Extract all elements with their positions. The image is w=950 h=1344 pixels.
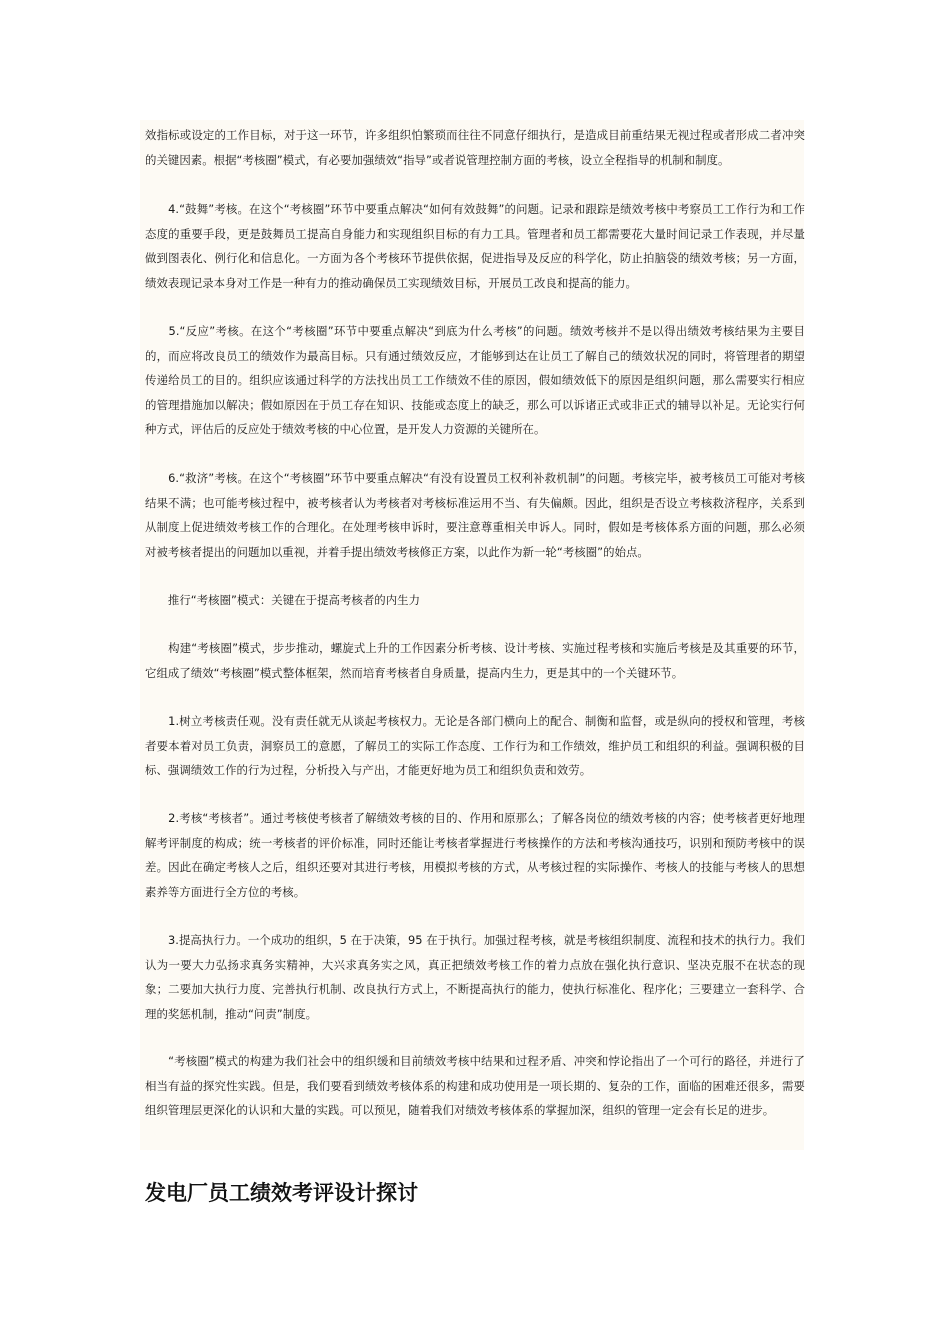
paragraph-guidance-continuation: 效指标或设定的工作目标，对于这一环节，许多组织怕繁琐而往往不同意仔细执行，是造成目前重结果无视过程或者形成二者冲突的关键因素。根据“考核圈”模式，有必要加强绩效“指导”或者说管理控制方面的考核，设立全程指导的机制和制度。 [145,128,805,167]
paragraph-feedback-assessment: 5.“反应”考核。在这个“考核圈”环节中要重点解决“到底为什么考核”的问题。绩效考核并不是以得出绩效考核结果为主要目的，而应将改良员工的绩效作为最高目标。只有通过绩效反应，才能够到达在让员工了解自己的绩效状况的同时，将管理者的期望传递给员工的目的。组织应该通过科学的方法找出员工工作绩效不佳的原因，假如绩效低下的原因是组织问题，那么需要实行相应的管理措施加以解决；假如原因在于员工存在知识、技能或态度上的缺乏，那么可以诉诸正式或非正式的辅导以补足。无论实行何种方式，评估后的反应处于绩效考核的中心位置，是开发人力资源的关键所在。 [145,324,805,437]
paragraph-build-assessment-circle: 构建“考核圈”模式，步步推动，螺旋式上升的工作因素分析考核、设计考核、实施过程考核和实施后考核是及其重要的环节，它组成了绩效“考核圈”模式整体框架，然而培育考核者自身质量，提高内生力，更是其中的一个关键环节。 [145,641,805,680]
paragraph-remedy-assessment: 6.“救济”考核。在这个“考核圈”环节中要重点解决“有没有设置员工权利补救机制”的问题。考核完毕，被考核员工可能对考核结果不满；也可能考核过程中，被考核者认为考核者对考核标准运用不当、有失偏颇。因此，组织是否设立考核救济程序，关系到从制度上促进绩效考核工作的合理化。在处理考核申诉时，要注意尊重相关申诉人。同时，假如是考核体系方面的问题，那么必须对被考核者提出的问题加以重视，并着手提出绩效考核修正方案，以此作为新一轮“考核圈”的始点。 [145,471,805,559]
paragraph-execution: 3.提高执行力。一个成功的组织，5 在于决策，95 在于执行。加强过程考核，就是考核组织制度、流程和技术的执行力。我们认为一要大力弘扬求真务实精神，大兴求真务实之风，真正把绩效考核工作的着力点放在强化执行意识、坚决克服不在状态的现象；二要加大执行力度、完善执行机制、改良执行方式上，不断提高执行的能力，使执行标准化、程序化；三要建立一套科学、合理的奖惩机制，推动“问责”制度。 [145,933,805,1021]
paragraph-conclusion: “考核圈”模式的构建为我们社会中的组织缓和目前绩效考核中结果和过程矛盾、冲突和悖论指出了一个可行的路径，并进行了相当有益的探究性实践。但是，我们要看到绩效考核体系的构建和成功使用是一项长期的、复杂的工作，面临的困难还很多，需要组织管理层更深化的认识和大量的实践。可以预见，随着我们对绩效考核体系的掌握加深，组织的管理一定会有长足的进步。 [145,1054,805,1118]
next-article-title: 发电厂员工绩效考评设计探讨 [145,1181,418,1205]
paragraph-section-subheading: 推行“考核圈”模式：关键在于提高考核者的内生力 [145,593,421,607]
paragraph-encouragement-assessment: 4.“鼓舞”考核。在这个“考核圈”环节中要重点解决“如何有效鼓舞”的问题。记录和跟踪是绩效考核中考察员工工作行为和工作态度的重要手段，更是鼓舞员工提高自身能力和实现组织目标的有力工具。管理者和员工都需要花大量时间记录工作表现，并尽量做到图表化、例行化和信息化。一方面为各个考核环节提供依据，促进指导及反应的科学化，防止拍脑袋的绩效考核；另一方面，绩效表现记录本身对工作是一种有力的推动确保员工实现绩效目标，开展员工改良和提高的能力。 [145,202,805,290]
paragraph-assess-assessors: 2.考核“考核者”。通过考核使考核者了解绩效考核的目的、作用和原那么；了解各岗位的绩效考核的内容；使考核者更好地理解考评制度的构成；统一考核者的评价标准，同时还能让考核者掌握进行考核操作的方法和考核沟通技巧，识别和预防考核中的误差。因此在确定考核人之后，组织还要对其进行考核，用模拟考核的方式，从考核过程的实际操作、考核人的技能与考核人的思想素养等方面进行全方位的考核。 [145,811,805,899]
paragraph-responsibility: 1.树立考核责任观。没有责任就无从谈起考核权力。无论是各部门横向上的配合、制衡和监督，或是纵向的授权和管理，考核者要本着对员工负责，洞察员工的意愿，了解员工的实际工作态度、工作行为和工作绩效，维护员工和组织的利益。强调积极的目标、强调绩效工作的行为过程，分析投入与产出，才能更好地为员工和组织负责和效劳。 [145,714,805,778]
